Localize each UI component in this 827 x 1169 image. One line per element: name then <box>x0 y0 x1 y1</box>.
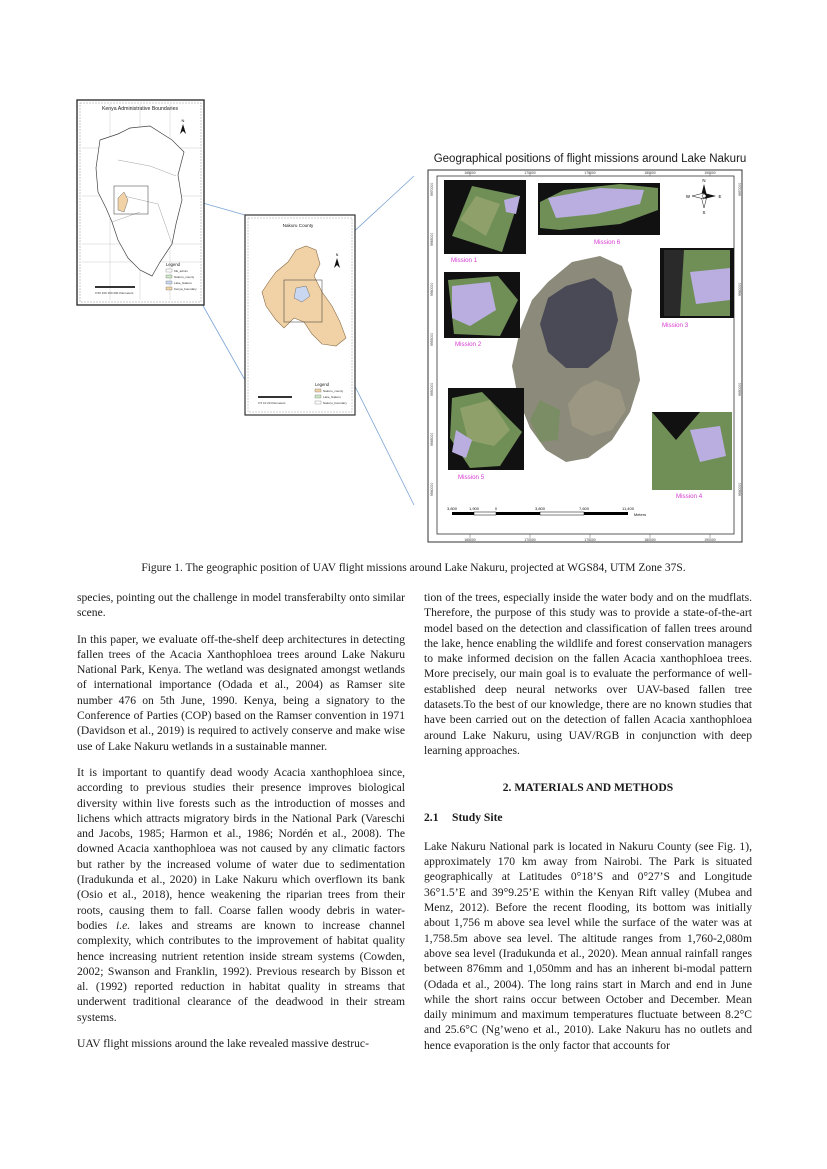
kenya-map-panel <box>77 100 204 305</box>
mission-5-inset <box>448 388 524 481</box>
county-legend-title: Legend <box>315 382 329 387</box>
y-tick-left: 9965000 <box>430 232 434 246</box>
kenya-legend-item: KE_admin <box>174 269 188 273</box>
svg-text:S: S <box>702 210 706 215</box>
county-scale-label: 0 5 10 20 Kilometers <box>258 401 286 405</box>
county-map-panel <box>245 215 355 415</box>
y-tick-right: 9950000 <box>738 382 742 396</box>
kenya-legend-item: Lake_Nakuru <box>174 281 192 285</box>
y-tick-left: 9940000 <box>430 482 434 496</box>
svg-text:N: N <box>181 118 185 123</box>
x-tick-top: 170000 <box>524 171 536 175</box>
kenya-legend-item: Nakuru_county <box>174 275 195 279</box>
paragraph: species, pointing out the challenge in model transferabilty onto similar scene. <box>77 591 405 620</box>
paragraph: In this paper, we evaluate off-the-shelf deep architectures in detecting fallen trees of the Acacia Xanthophloea trees around Lake Nakuru National Park, Kenya. The wetland was designated amongst wetlands of international importance (Odada et al., 2004) as Ramser site number 476 on 5th June, 1990. Kenya, being a signatory to the Conference of Parties (COP) based on the Ramser convention in 1971 (Davidson et al., 2019) is required to actively conserve and make wise use of Lake Nakuru wetlands in a sustainable manner. <box>77 632 405 753</box>
mission-1-label: Mission 1 <box>451 257 478 264</box>
svg-text:N: N <box>335 253 339 257</box>
x-tick-top: 190000 <box>704 171 716 175</box>
scale-label: 0 <box>494 506 498 511</box>
kenya-legend-item: Kenya_boundary <box>174 287 197 291</box>
county-legend-item: Nakuru_county <box>323 389 344 393</box>
paragraph: tion of the trees, especially inside the water body and on the mudflats. Therefore, the purpose of this study was to provide a state-of-the-art model based on the detection and classification of fallen trees around the lake, hence enabling the wildlife and forest conservation managers to make informed decision on the fallen Acacia xanthophloea trees. More precisely, our main goal is to evaluate the performance of well-established deep neural networks over UAV-based fallen tree datasets.To the best of our knowledge, there are no known studies that have been carried out on the detection of fallen Acacia xanthophloea around Lake Nakuru, using UAV/RGB in conjunction with deep learning approaches. <box>424 591 752 757</box>
scale-label: 7,600 <box>578 506 590 511</box>
mission-1-inset <box>444 180 526 264</box>
svg-text:W: W <box>685 194 691 199</box>
x-tick-bottom: 180000 <box>644 538 656 542</box>
scale-label: 1,900 <box>468 506 480 511</box>
y-tick-left: 9970000 <box>430 182 434 196</box>
x-tick-top: 175000 <box>584 171 596 175</box>
mission-6-label: Mission 6 <box>594 239 621 246</box>
county-map-title: Nakuru County <box>282 223 314 228</box>
y-tick-right: 9960000 <box>738 282 742 296</box>
right-column <box>424 590 752 1064</box>
x-tick-bottom: 175000 <box>584 538 596 542</box>
y-tick-left: 9945000 <box>430 432 434 446</box>
y-tick-right: 9940000 <box>738 482 742 496</box>
subsection-heading: 2.1 Study Site <box>424 810 503 824</box>
scale-label: 3,800 <box>534 506 546 511</box>
x-tick-bottom: 190000 <box>704 538 716 542</box>
paragraph: Lake Nakuru National park is located in Nakuru County (see Fig. 1), approximately 170 km away from Nairobi. The Park is situated geographically at Latitudes 0°18’S and 0°27’S and Longitude 36°1.5’E and 39°9.25’E within the Kenyan Rift valley (Mubea and Menz, 2012). Before the recent flooding, its bottom was initially about 1,756 m above sea level while the surface of the water was at 1,758.5m above sea level. The altitude ranges from 1,760-2,080m above sea level (Iradukunda et al., 2020). Mean annual rainfall ranges between 876mm and 1,050mm and has an inherent bi-modal pattern (Odada et al., 2004). The long rains start in March and end in June while the short rains occur between October and December. Mean daily minimum and maximum temperatures fluctuate between 8.2°C and 25.6°C (Ng’weno et al., 2010). Lake Nakuru has no outlets and hence evaporation is the only factor that accounts for <box>424 839 752 1052</box>
mission-4-label: Mission 4 <box>676 493 703 500</box>
left-column <box>77 590 405 1062</box>
y-tick-right: 9970000 <box>738 182 742 196</box>
y-tick-left: 9960000 <box>430 282 434 296</box>
x-tick-top: 180000 <box>644 171 656 175</box>
mission-4-inset <box>652 412 732 500</box>
y-tick-left: 9955000 <box>430 332 434 346</box>
svg-text:E: E <box>718 194 722 199</box>
y-tick-left: 9950000 <box>430 382 434 396</box>
mission-3-label: Mission 3 <box>662 322 689 329</box>
main-map-title: Geographical positions of flight missions around Lake Nakuru <box>433 153 747 165</box>
mission-2-label: Mission 2 <box>455 341 482 348</box>
figure-caption: Figure 1. The geographic position of UAV flight missions around Lake Nakuru, projected at WGS84, UTM Zone 37S. <box>141 562 686 574</box>
mission-5-label: Mission 5 <box>458 474 485 481</box>
county-legend-item: Lake_Nakuru <box>323 395 341 399</box>
kenya-legend-title: Legend <box>166 262 180 267</box>
scale-unit: Meters <box>633 512 647 517</box>
county-legend-item: Nakuru_boundary <box>323 401 347 405</box>
paragraph: UAV flight missions around the lake revealed massive destruc- <box>77 1037 369 1051</box>
kenya-scale-label: 0 50 100 150 200 Kilometers <box>95 291 134 295</box>
x-tick-bottom: 165000 <box>464 538 476 542</box>
section-heading: 2. MATERIALS AND METHODS <box>502 781 674 795</box>
svg-text:N: N <box>702 178 706 183</box>
mission-2-inset <box>444 272 520 348</box>
paragraph: It is important to quantify dead woody Acacia xanthophloea since, according to previous studies their presence improves biological diversity within live forests such as the introduction of mosses and lichens which attracts migratory birds in the National Park (Vareschi and Jacobs, 1985; Harmon et al., 1986; Nordén et al., 2008). The downed Acacia xanthophloea was not caused by any climatic factors but rather by the increased volume of water due to sedimentation (Iradukunda et al., 2020) in Lake Nakuru which overflown its bank (Osio et al., 2018), hence weakening the riparian trees from their roots, causing them to fall. Coarse fallen woody debris in water-bodies i.e. lakes and streams are known to increase channel complexity, which contributes to the improvement of habitat quality hence increasing nutrient retention inside stream systems (Cowden, 2002; Swanson and Franklin, 1992). Previous research by Bisson et al. (1992) reported reduction in habitat quality in streams that underwent traditional clearance of the deadwood in their stream systems. <box>77 765 405 1024</box>
x-tick-top: 165000 <box>464 171 476 175</box>
figure-1 <box>0 0 827 560</box>
main-map-panel <box>428 153 746 542</box>
kenya-map-title: Kenya Administrative Boundaries <box>101 106 179 112</box>
mission-3-inset <box>660 248 734 329</box>
scale-label: 3,800 <box>446 506 458 511</box>
x-tick-bottom: 170000 <box>524 538 536 542</box>
scale-label: 11,400 <box>622 506 634 511</box>
